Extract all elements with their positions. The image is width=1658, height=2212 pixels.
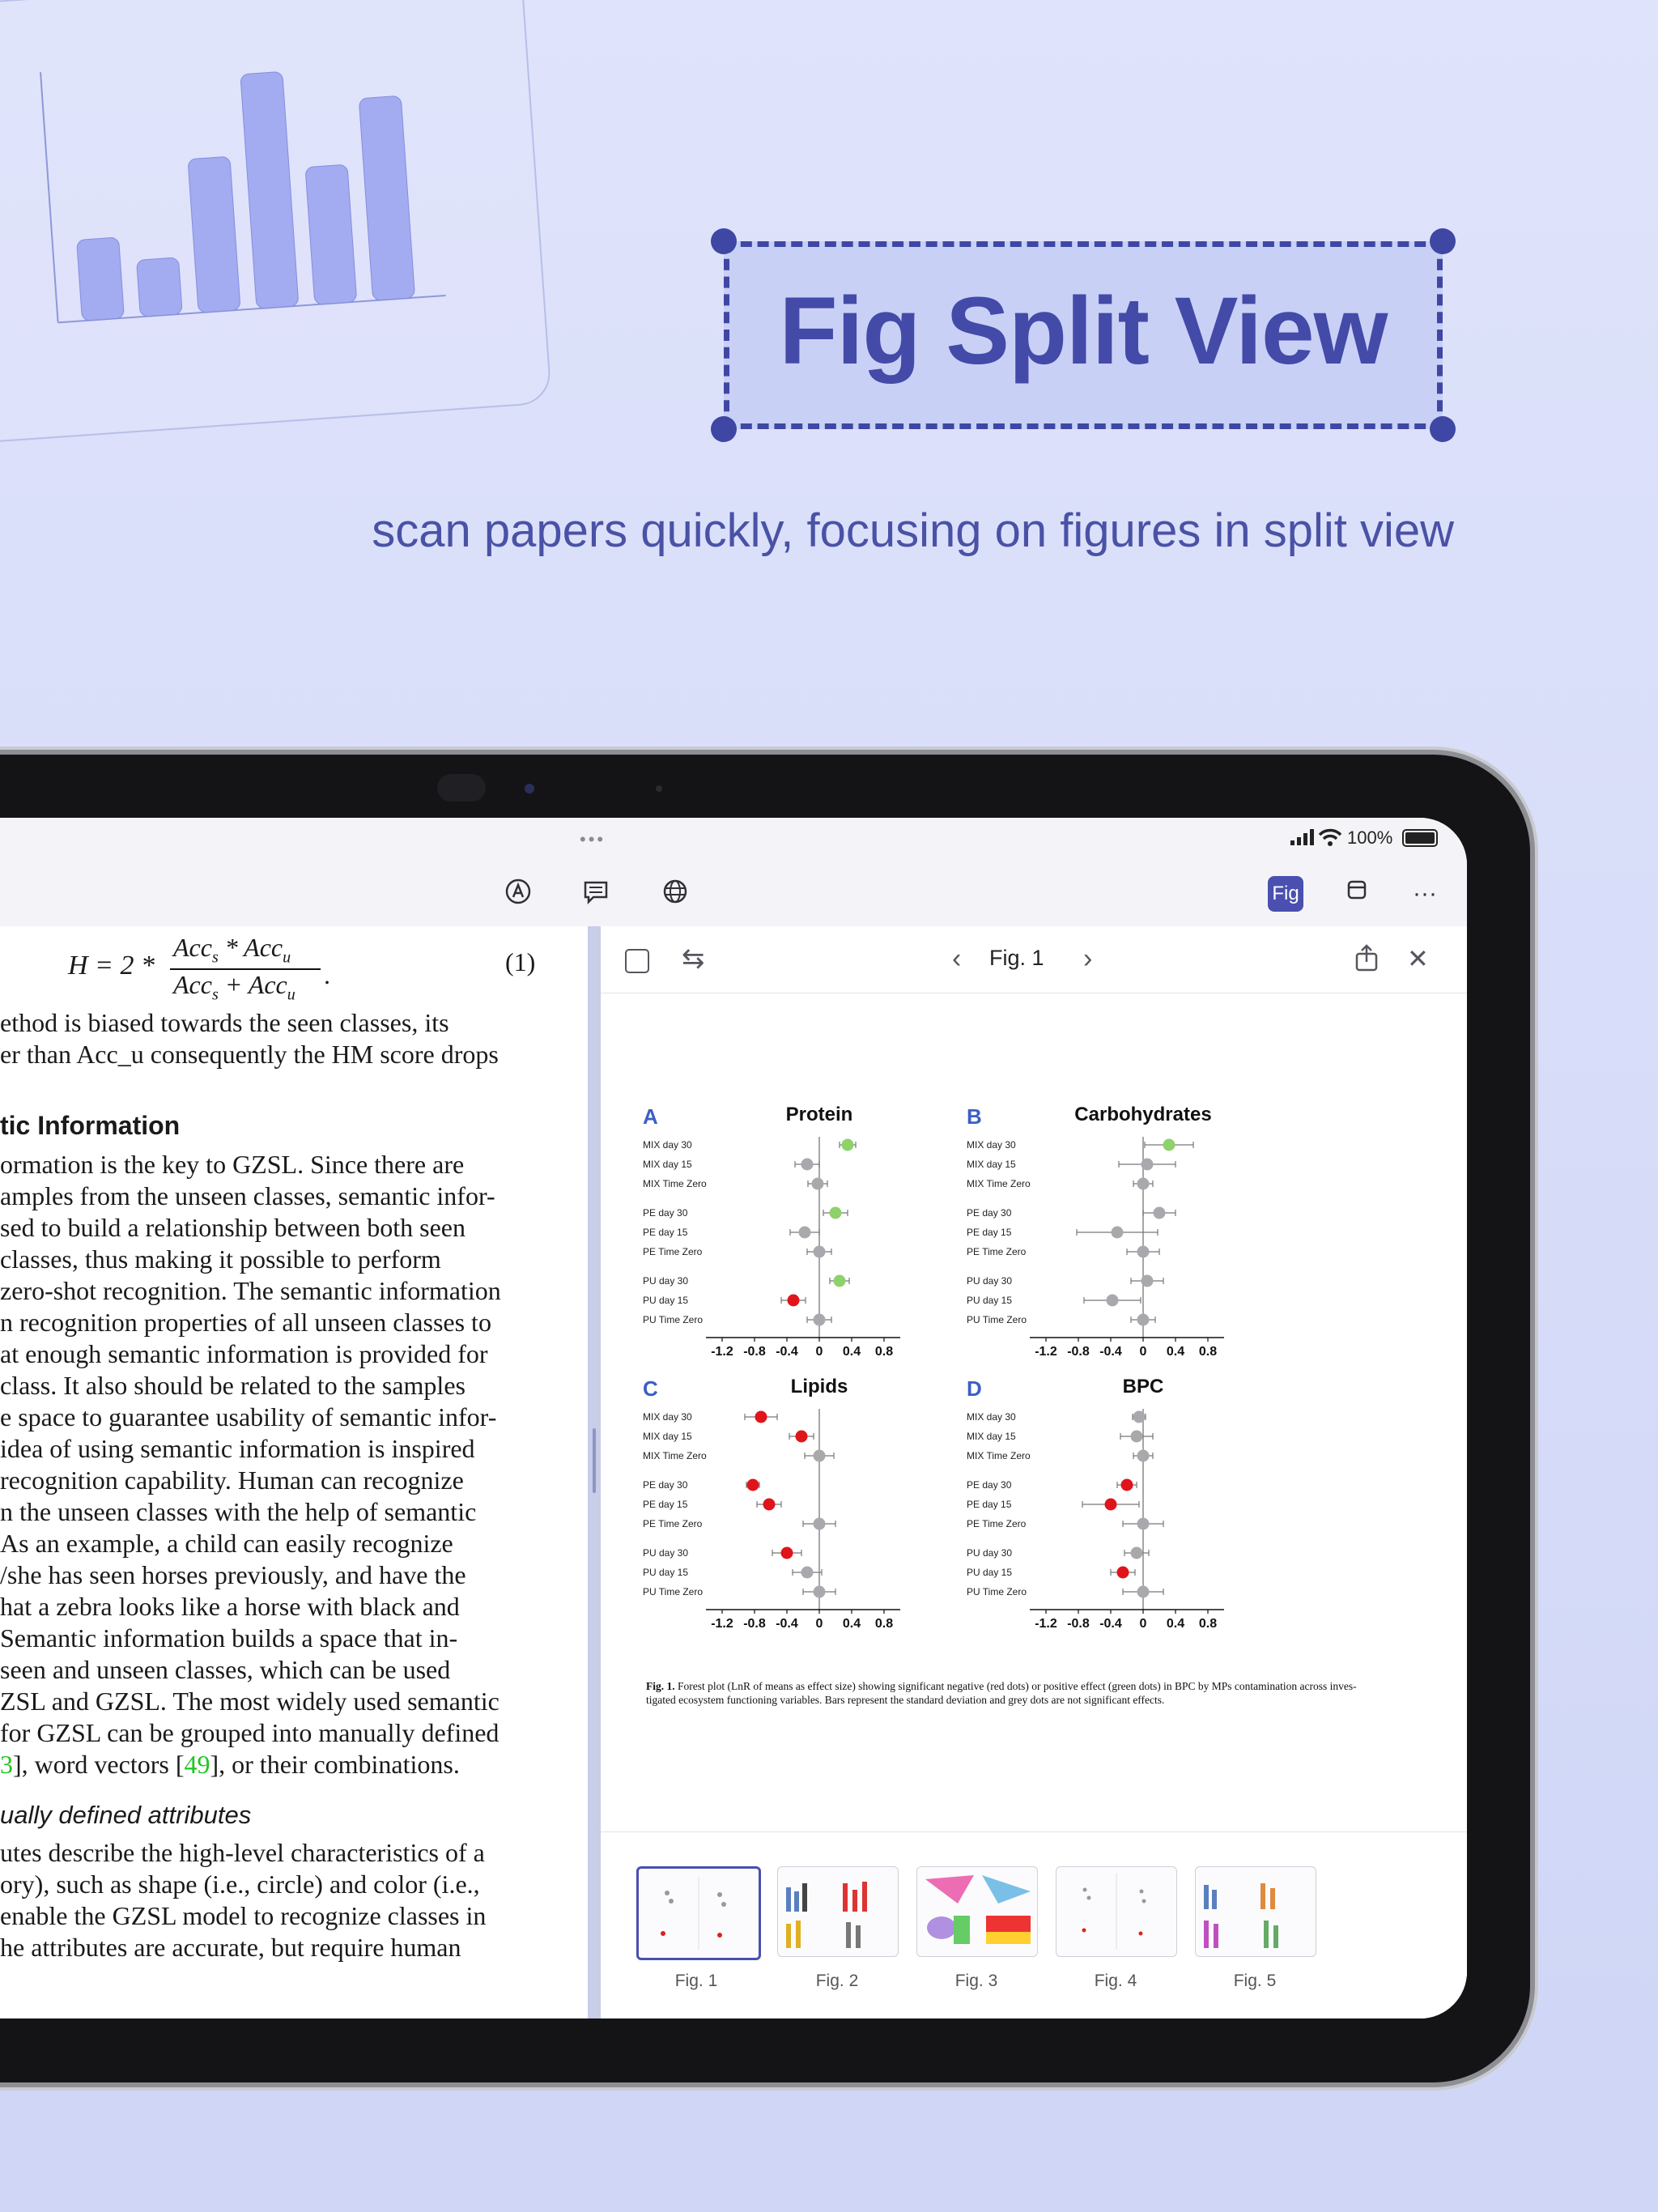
row-label: PU day 30 bbox=[643, 1547, 689, 1559]
chevron-left-icon[interactable]: ‹ bbox=[952, 943, 962, 974]
frame-handle-top-left bbox=[711, 228, 737, 254]
status-bar bbox=[0, 818, 1467, 857]
more-options-icon[interactable]: ··· bbox=[1413, 880, 1437, 907]
effect-point bbox=[781, 1547, 793, 1559]
text-line: n the unseen classes with the help of semantic bbox=[0, 1497, 477, 1526]
thumbnail-fig-5[interactable] bbox=[1195, 1866, 1316, 1957]
text-line: classes, thus making it possible to perform bbox=[0, 1244, 441, 1274]
decorative-card bbox=[0, 0, 552, 445]
effect-point bbox=[834, 1275, 846, 1287]
text-line: idea of using semantic information is inspired bbox=[0, 1434, 475, 1463]
effect-point bbox=[799, 1227, 811, 1239]
battery-icon bbox=[1402, 829, 1438, 847]
text-line: Semantic information builds a space that in- bbox=[0, 1623, 458, 1653]
toolbar bbox=[0, 857, 1467, 927]
tick-label: -0.4 bbox=[1099, 1617, 1122, 1631]
tick-label: 0.8 bbox=[1198, 1617, 1218, 1631]
row-label: PE day 30 bbox=[967, 1479, 1012, 1491]
text-line: ormation is the key to GZSL. Since there are bbox=[0, 1150, 465, 1179]
tick-label: 0.8 bbox=[874, 1345, 894, 1359]
tick-label: 0 bbox=[815, 1617, 823, 1631]
row-label: MIX day 15 bbox=[967, 1159, 1016, 1170]
tick-label: -1.2 bbox=[711, 1617, 733, 1631]
text-line: hat a zebra looks like a horse with black and bbox=[0, 1592, 460, 1621]
effect-point bbox=[1112, 1227, 1124, 1239]
effect-point bbox=[1137, 1246, 1150, 1258]
effect-point bbox=[1131, 1547, 1143, 1559]
panel-letter: C bbox=[643, 1376, 658, 1401]
effect-point bbox=[796, 1431, 808, 1443]
multitask-dots-icon[interactable]: ••• bbox=[580, 829, 606, 849]
text-line: amples from the unseen classes, semantic infor- bbox=[0, 1181, 495, 1210]
row-label: PU day 15 bbox=[967, 1567, 1013, 1578]
row-label: PU day 15 bbox=[643, 1295, 689, 1306]
row-label: PU day 15 bbox=[967, 1295, 1013, 1306]
row-label: PE day 30 bbox=[643, 1207, 688, 1219]
sidebar-icon[interactable] bbox=[625, 949, 649, 973]
row-label: PU Time Zero bbox=[643, 1586, 704, 1597]
thumbnail-label: Fig. 2 bbox=[815, 1972, 859, 1990]
text-line: n recognition properties of all unseen classes to bbox=[0, 1308, 491, 1337]
row-label: PE day 30 bbox=[967, 1207, 1012, 1219]
row-label: MIX day 15 bbox=[643, 1159, 692, 1170]
effect-point bbox=[1107, 1295, 1119, 1307]
text-line: ZSL and GZSL. The most widely used semantic bbox=[0, 1687, 500, 1716]
tick-label: -0.4 bbox=[776, 1345, 798, 1359]
camera-housing bbox=[437, 774, 486, 802]
forest-plot-figure bbox=[633, 1104, 1443, 1687]
thumbnail-label: Fig. 1 bbox=[674, 1972, 718, 1990]
panel-letter: A bbox=[643, 1104, 658, 1129]
effect-point bbox=[1137, 1314, 1150, 1326]
row-label: MIX day 15 bbox=[967, 1431, 1016, 1442]
effect-point bbox=[1137, 1178, 1150, 1190]
markup-icon[interactable] bbox=[502, 878, 534, 910]
bar-chart-illustration bbox=[0, 0, 551, 442]
sensor-dot bbox=[656, 785, 662, 792]
row-label: MIX day 30 bbox=[643, 1139, 692, 1151]
row-label: PE Time Zero bbox=[643, 1518, 703, 1529]
tick-label: -1.2 bbox=[711, 1345, 733, 1359]
row-label: PU Time Zero bbox=[967, 1314, 1027, 1325]
effect-point bbox=[801, 1159, 814, 1171]
text-line: he attributes are accurate, but require human bbox=[0, 1933, 461, 1962]
panel-letter: B bbox=[967, 1104, 982, 1129]
thumbnail-label: Fig. 4 bbox=[1094, 1972, 1137, 1990]
text-line: As an example, a child can easily recognize bbox=[0, 1529, 453, 1558]
text-line: class. It also should be related to the samples bbox=[0, 1371, 466, 1400]
panel-letter: D bbox=[967, 1376, 982, 1401]
effect-point bbox=[1133, 1411, 1146, 1423]
tick-label: 0 bbox=[1139, 1345, 1147, 1359]
figure-caption: Fig. 1. Forest plot (LnR of means as effect size) showing significant negative (red dots) or positive effect (green dots) in BPC by MPs contamination across inves- tigated ecosystem functioning variables. Bars represent the standard deviation and grey dots are not significant effects. bbox=[646, 1680, 1357, 1706]
panel-title: BPC bbox=[1122, 1376, 1164, 1397]
swap-icon[interactable]: ⇆ bbox=[682, 943, 705, 974]
text-line: /she has seen horses previously, and have the bbox=[0, 1560, 466, 1589]
equation: H = 2 * Acc$_s$ * Acc$_u$ Acc$_s$ + Acc$_u$ . bbox=[68, 933, 330, 1004]
row-label: MIX Time Zero bbox=[643, 1178, 707, 1189]
effect-point bbox=[801, 1567, 814, 1579]
text-line-with-citation: 3], word vectors [49], or their combinations. bbox=[0, 1750, 460, 1779]
effect-point bbox=[1163, 1139, 1175, 1151]
panel-title: Lipids bbox=[790, 1376, 848, 1397]
effect-point bbox=[814, 1518, 826, 1530]
row-label: PE Time Zero bbox=[643, 1246, 703, 1257]
effect-point bbox=[788, 1295, 800, 1307]
effect-point bbox=[842, 1139, 854, 1151]
row-label: PE day 15 bbox=[967, 1499, 1012, 1510]
section-heading: tic Information bbox=[0, 1111, 181, 1140]
row-label: PU day 30 bbox=[967, 1275, 1013, 1287]
effect-point bbox=[763, 1499, 776, 1511]
split-divider[interactable] bbox=[588, 926, 601, 2018]
row-label: MIX day 15 bbox=[643, 1431, 692, 1442]
effect-point bbox=[814, 1314, 826, 1326]
text-line: e space to guarantee usability of semantic infor- bbox=[0, 1402, 497, 1431]
row-label: MIX Time Zero bbox=[967, 1450, 1031, 1461]
effect-point bbox=[1121, 1479, 1133, 1491]
row-label: PE day 15 bbox=[643, 1499, 688, 1510]
row-label: PU day 30 bbox=[643, 1275, 689, 1287]
tablet-screen bbox=[0, 818, 1467, 2018]
globe-icon[interactable] bbox=[659, 878, 691, 910]
text-line: zero-shot recognition. The semantic information bbox=[0, 1276, 501, 1305]
thumbnail-label: Fig. 3 bbox=[954, 1972, 998, 1990]
thumbnail-fig-1[interactable] bbox=[636, 1866, 761, 1960]
text-line: at enough semantic information is provided for bbox=[0, 1339, 488, 1368]
hero-title-frame bbox=[724, 241, 1443, 429]
effect-point bbox=[812, 1178, 824, 1190]
thumbnail-strip bbox=[601, 1831, 1467, 2018]
text-line: ethod is biased towards the seen classes, its bbox=[0, 1008, 449, 1037]
effect-point bbox=[814, 1246, 826, 1258]
row-label: MIX Time Zero bbox=[643, 1450, 707, 1461]
effect-point bbox=[747, 1479, 759, 1491]
figure-nav-bar bbox=[601, 926, 1467, 993]
tick-label: 0.4 bbox=[842, 1617, 861, 1631]
frame-handle-bottom-left bbox=[711, 416, 737, 442]
row-label: PE day 15 bbox=[643, 1227, 688, 1238]
panel-title: Carbohydrates bbox=[1074, 1104, 1212, 1125]
thumbnail-fig-4[interactable] bbox=[1056, 1866, 1177, 1957]
chevron-right-icon[interactable]: › bbox=[1083, 943, 1093, 974]
effect-point bbox=[1141, 1275, 1154, 1287]
paper-pane[interactable] bbox=[0, 926, 588, 2018]
effect-point bbox=[1137, 1450, 1150, 1462]
tick-label: -0.8 bbox=[1067, 1345, 1090, 1359]
tick-label: 0 bbox=[1139, 1617, 1147, 1631]
text-line: recognition capability. Human can recognize bbox=[0, 1465, 464, 1495]
citation-link[interactable]: 49 bbox=[184, 1750, 210, 1779]
frame-handle-top-right bbox=[1430, 228, 1456, 254]
fig-toggle-button[interactable]: Fig bbox=[1268, 876, 1303, 912]
row-label: PE Time Zero bbox=[967, 1518, 1027, 1529]
tick-label: -0.8 bbox=[743, 1617, 766, 1631]
close-icon[interactable]: ✕ bbox=[1407, 944, 1429, 973]
subsection-heading: ually defined attributes bbox=[0, 1801, 252, 1829]
text-line: ory), such as shape (i.e., circle) and color (i.e., bbox=[0, 1870, 480, 1899]
effect-point bbox=[814, 1586, 826, 1598]
row-label: PE day 30 bbox=[643, 1479, 688, 1491]
row-label: PE day 15 bbox=[967, 1227, 1012, 1238]
row-label: PU day 15 bbox=[643, 1567, 689, 1578]
hero-subtitle: scan papers quickly, focusing on figures in split view bbox=[372, 504, 1454, 557]
text-line: sed to build a relationship between both seen bbox=[0, 1213, 466, 1242]
row-label: PU Time Zero bbox=[967, 1586, 1027, 1597]
tick-label: -0.4 bbox=[1099, 1345, 1122, 1359]
thumbnail-fig-3[interactable] bbox=[916, 1866, 1038, 1957]
tick-label: 0.4 bbox=[1166, 1617, 1185, 1631]
effect-point bbox=[755, 1411, 767, 1423]
comment-icon[interactable] bbox=[580, 878, 612, 910]
effect-point bbox=[1117, 1567, 1129, 1579]
effect-point bbox=[1105, 1499, 1117, 1511]
text-line: utes describe the high-level characteristics of a bbox=[0, 1838, 485, 1867]
effect-point bbox=[814, 1450, 826, 1462]
tick-label: -0.8 bbox=[1067, 1617, 1090, 1631]
thumbnail-label: Fig. 5 bbox=[1233, 1972, 1277, 1990]
row-label: MIX day 30 bbox=[643, 1411, 692, 1423]
effect-point bbox=[1131, 1431, 1143, 1443]
tick-label: -1.2 bbox=[1035, 1345, 1057, 1359]
row-label: PE Time Zero bbox=[967, 1246, 1027, 1257]
tick-label: -0.8 bbox=[743, 1345, 766, 1359]
effect-point bbox=[1154, 1207, 1166, 1219]
figure-pane bbox=[601, 926, 1467, 2018]
window-icon[interactable] bbox=[1341, 878, 1373, 910]
text-line: er than Acc_u consequently the HM score drops bbox=[0, 1040, 499, 1069]
tick-label: 0.4 bbox=[1166, 1345, 1185, 1359]
row-label: MIX day 30 bbox=[967, 1139, 1016, 1151]
equation-number: (1) bbox=[505, 947, 536, 976]
panel-title: Protein bbox=[785, 1104, 853, 1125]
tick-label: 0 bbox=[815, 1345, 823, 1359]
effect-point bbox=[830, 1207, 842, 1219]
thumbnail-fig-2[interactable] bbox=[777, 1866, 899, 1957]
text-line: enable the GZSL model to recognize classes in bbox=[0, 1901, 487, 1930]
hero-title: Fig Split View bbox=[779, 278, 1388, 385]
text-line: for GZSL can be grouped into manually defined bbox=[0, 1718, 500, 1747]
effect-point bbox=[1137, 1586, 1150, 1598]
row-label: PU Time Zero bbox=[643, 1314, 704, 1325]
tick-label: 0.8 bbox=[874, 1617, 894, 1631]
frame-handle-bottom-right bbox=[1430, 416, 1456, 442]
tick-label: -1.2 bbox=[1035, 1617, 1057, 1631]
camera-lens bbox=[525, 784, 534, 793]
tick-label: -0.4 bbox=[776, 1617, 798, 1631]
current-figure-label: Fig. 1 bbox=[989, 946, 1044, 970]
tick-label: 0.4 bbox=[842, 1345, 861, 1359]
wifi-icon bbox=[1318, 827, 1342, 847]
effect-point bbox=[1141, 1159, 1154, 1171]
row-label: MIX Time Zero bbox=[967, 1178, 1031, 1189]
battery-percent: 100% bbox=[1347, 827, 1393, 848]
signal-icon bbox=[1290, 829, 1318, 845]
row-label: MIX day 30 bbox=[967, 1411, 1016, 1423]
row-label: PU day 30 bbox=[967, 1547, 1013, 1559]
text-line: seen and unseen classes, which can be used bbox=[0, 1655, 451, 1684]
tick-label: 0.8 bbox=[1198, 1345, 1218, 1359]
effect-point bbox=[1137, 1518, 1150, 1530]
share-icon[interactable] bbox=[1354, 944, 1380, 972]
